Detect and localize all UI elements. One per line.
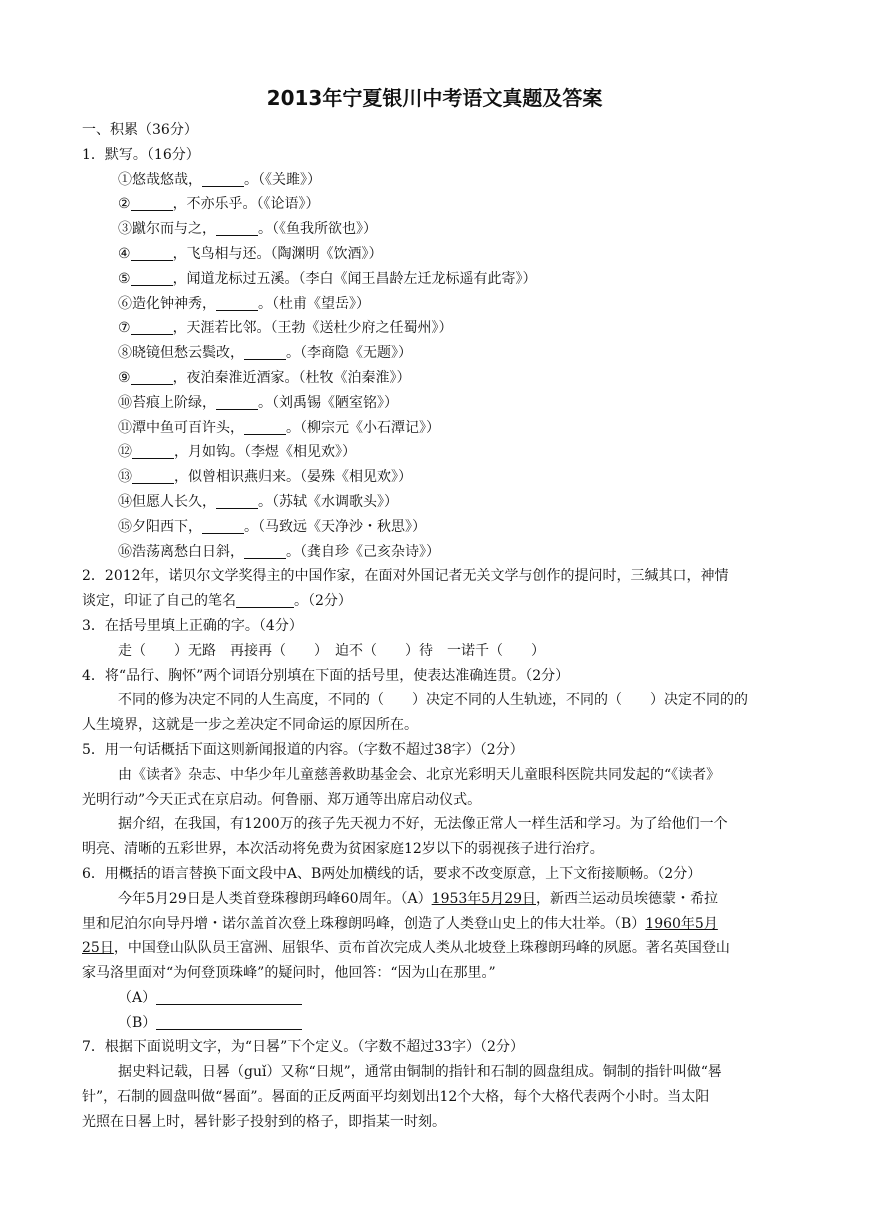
question-2-line: 2．2012年，诺贝尔文学奖得主的中国作家，在面对外国记者无关文学与创作的提问时，三缄其口，神情 bbox=[82, 568, 729, 585]
answer-blank bbox=[156, 989, 302, 1005]
description-line: 据史料记载，日晷（guǐ）又称“日规”，通常由铜制的指针和石制的圆盘组成。铜制的指针叫做“晷 bbox=[118, 1064, 722, 1081]
dictation-prefix: ⑪潭中鱼可百许头， bbox=[118, 419, 244, 436]
question-4-text: 不同的修为决定不同的人生高度，不同的（ ）决定不同的人生轨迹，不同的（ ）决定不同的的 bbox=[118, 692, 748, 709]
question-4-text: 人生境界，这就是一步之差决定不同命运的原因所在。 bbox=[82, 717, 418, 734]
answer-line-a bbox=[82, 986, 792, 1011]
section-heading: 一、积累（36分） bbox=[82, 122, 198, 138]
question-6-heading: 6．用概括的语言替换下面文段中A、B两处加横线的话，要求不改变原意，上下文衔接顺畅。（2分） bbox=[82, 865, 702, 882]
exam-body bbox=[82, 118, 792, 1135]
dictation-suffix: ，不亦乐乎。（《论语》） bbox=[172, 196, 320, 213]
answer-label: （B） bbox=[118, 1014, 157, 1031]
dictation-item bbox=[82, 490, 792, 515]
text: 。（2分） bbox=[294, 593, 352, 610]
underlined-text: 1960年5月 bbox=[645, 915, 718, 932]
answer-blank bbox=[202, 518, 244, 534]
dictation-suffix: ，飞鸟相与还。（陶渊明《饮酒》） bbox=[172, 245, 383, 262]
answer-blank bbox=[216, 493, 258, 509]
answer-blank bbox=[132, 468, 174, 484]
dictation-suffix: 。（李商隐《无题》） bbox=[286, 345, 412, 362]
dictation-suffix: ，夜泊秦淮近酒家。（杜牧《泊秦淮》） bbox=[172, 369, 411, 386]
answer-line-b bbox=[82, 1011, 792, 1036]
dictation-prefix: ③蹴尔而与之， bbox=[118, 221, 216, 238]
answer-blank bbox=[131, 319, 173, 335]
page-title: 2013年宁夏银川中考语文真题及答案 bbox=[266, 86, 603, 110]
answer-blank bbox=[244, 543, 286, 559]
dictation-item bbox=[82, 540, 792, 565]
dictation-item bbox=[82, 267, 792, 292]
question-1-heading: 1．默写。（16分） bbox=[82, 146, 200, 163]
question-3-heading: 3．在括号里填上正确的字。（4分） bbox=[82, 617, 303, 634]
question-7-heading: 7．根据下面说明文字，为“日晷”下个定义。（字数不超过33字）（2分） bbox=[82, 1039, 524, 1056]
dictation-item bbox=[82, 292, 792, 317]
dictation-prefix: ⑭但愿人长久， bbox=[118, 493, 216, 510]
dictation-prefix: ⑫ bbox=[118, 444, 132, 461]
answer-blank bbox=[132, 443, 174, 459]
dictation-item bbox=[82, 366, 792, 391]
answer-blank bbox=[131, 195, 173, 211]
question-3-body: 走（ ）无路 再接再（ ） 迫不（ ）待 一诺千（ ） bbox=[118, 642, 545, 659]
news-paragraph: 光明行动”今天正式在京启动。何鲁丽、郑万通等出席启动仪式。 bbox=[82, 791, 482, 808]
dictation-item bbox=[82, 440, 792, 465]
text: 今年5月29日是人类首登珠穆朗玛峰60周年。（A） bbox=[118, 890, 432, 907]
answer-blank bbox=[131, 245, 173, 261]
description-line: 光照在日晷上时，晷针影子投射到的格子，即指某一时刻。 bbox=[82, 1113, 446, 1130]
dictation-item bbox=[82, 217, 792, 242]
dictation-item bbox=[82, 168, 792, 193]
answer-label: （A） bbox=[118, 989, 157, 1006]
dictation-item bbox=[82, 465, 792, 490]
passage-line bbox=[82, 936, 792, 961]
passage-line bbox=[82, 912, 792, 937]
dictation-item bbox=[82, 416, 792, 441]
question-2-line bbox=[82, 589, 792, 614]
dictation-prefix: ⑥造化钟神秀， bbox=[118, 295, 216, 312]
passage-line bbox=[82, 887, 792, 912]
description-line: 针”，石制的圆盘叫做“晷面”。晷面的正反两面平均刻划出12个大格，每个大格代表两个小时。当太阳 bbox=[82, 1089, 710, 1106]
underlined-text: 1953年5月29日 bbox=[431, 890, 537, 907]
news-paragraph: 由《读者》杂志、中华少年儿童慈善救助基金会、北京光彩明天儿童眼科医院共同发起的“《读者》 bbox=[118, 766, 721, 783]
answer-blank bbox=[131, 369, 173, 385]
dictation-suffix: 。（柳宗元《小石潭记》） bbox=[286, 419, 440, 436]
dictation-suffix: 。（刘禹锡《陋室铭》） bbox=[258, 394, 398, 411]
dictation-suffix: ，月如钩。（李煜《相见欢》） bbox=[174, 444, 356, 461]
dictation-prefix: ⑯浩荡离愁白日斜， bbox=[118, 543, 244, 560]
question-4-heading: 4．将“品行、胸怀”两个词语分别填在下面的括号里，使表达准确连贯。（2分） bbox=[82, 667, 570, 684]
answer-blank bbox=[244, 344, 286, 360]
dictation-prefix: ⑮夕阳西下， bbox=[118, 518, 202, 535]
news-paragraph: 明亮、清晰的五彩世界，本次活动将免费为贫困家庭12岁以下的弱视孩子进行治疗。 bbox=[82, 841, 604, 858]
dictation-prefix: ①悠哉悠哉， bbox=[118, 171, 202, 188]
answer-blank bbox=[216, 394, 258, 410]
dictation-suffix: 。（马致远《天净沙・秋思》） bbox=[244, 518, 426, 535]
text: 谈定，印证了自己的笔名 bbox=[82, 593, 236, 610]
dictation-suffix: 。（《关雎》） bbox=[244, 171, 321, 188]
text: 里和尼泊尔向导丹增・诺尔盖首次登上珠穆朗吗峰，创造了人类登山史上的伟大壮举。（B） bbox=[82, 915, 646, 932]
text: ，中国登山队队员王富洲、屈银华、贡布首次完成人类从北坡登上珠穆朗玛峰的夙愿。著名英国登山 bbox=[113, 940, 730, 957]
news-paragraph: 据介绍，在我国，有1200万的孩子先天视力不好，无法像正常人一样生活和学习。为了给他们一个 bbox=[118, 816, 728, 833]
question-5-heading: 5．用一句话概括下面这则新闻报道的内容。（字数不超过38字）（2分） bbox=[82, 741, 524, 758]
answer-blank bbox=[216, 295, 258, 311]
answer-blank bbox=[131, 270, 173, 286]
dictation-suffix: 。（杜甫《望岳》） bbox=[258, 295, 370, 312]
dictation-item bbox=[82, 242, 792, 267]
answer-blank bbox=[202, 171, 244, 187]
dictation-item bbox=[82, 515, 792, 540]
dictation-item bbox=[82, 391, 792, 416]
dictation-prefix: ④ bbox=[118, 245, 131, 262]
dictation-prefix: ⑧晓镜但愁云鬓改， bbox=[118, 345, 244, 362]
question-1-items bbox=[82, 168, 792, 565]
passage-line: 家马洛里面对“为何登顶珠峰”的疑问时，他回答：“因为山在那里。” bbox=[82, 965, 496, 982]
dictation-suffix: 。（《鱼我所欲也》） bbox=[258, 221, 377, 238]
dictation-prefix: ⑤ bbox=[118, 270, 131, 287]
text: ，新西兰运动员埃德蒙・希拉 bbox=[536, 890, 719, 907]
dictation-prefix: ② bbox=[118, 196, 131, 213]
dictation-prefix: ⑦ bbox=[118, 320, 131, 337]
dictation-suffix: 。（龚自珍《己亥杂诗》） bbox=[286, 543, 440, 560]
dictation-suffix: ，天涯若比邻。（王勃《送杜少府之任蜀州》） bbox=[172, 320, 453, 337]
answer-blank bbox=[156, 1014, 302, 1030]
answer-blank bbox=[244, 419, 286, 435]
underlined-text: 25日 bbox=[82, 940, 114, 957]
dictation-suffix: ，闻道龙标过五溪。（李白《闻王昌龄左迁龙标遥有此寄》） bbox=[172, 270, 537, 287]
dictation-suffix: ，似曾相识燕归来。（晏殊《相见欢》） bbox=[174, 469, 412, 486]
dictation-prefix: ⑨ bbox=[118, 369, 131, 386]
answer-blank bbox=[236, 592, 294, 608]
answer-blank bbox=[216, 220, 258, 236]
dictation-item bbox=[82, 316, 792, 341]
dictation-prefix: ⑩苔痕上阶绿， bbox=[118, 394, 216, 411]
dictation-suffix: 。（苏轼《水调歌头》） bbox=[258, 493, 398, 510]
dictation-item bbox=[82, 192, 792, 217]
dictation-item bbox=[82, 341, 792, 366]
dictation-prefix: ⑬ bbox=[118, 469, 132, 486]
